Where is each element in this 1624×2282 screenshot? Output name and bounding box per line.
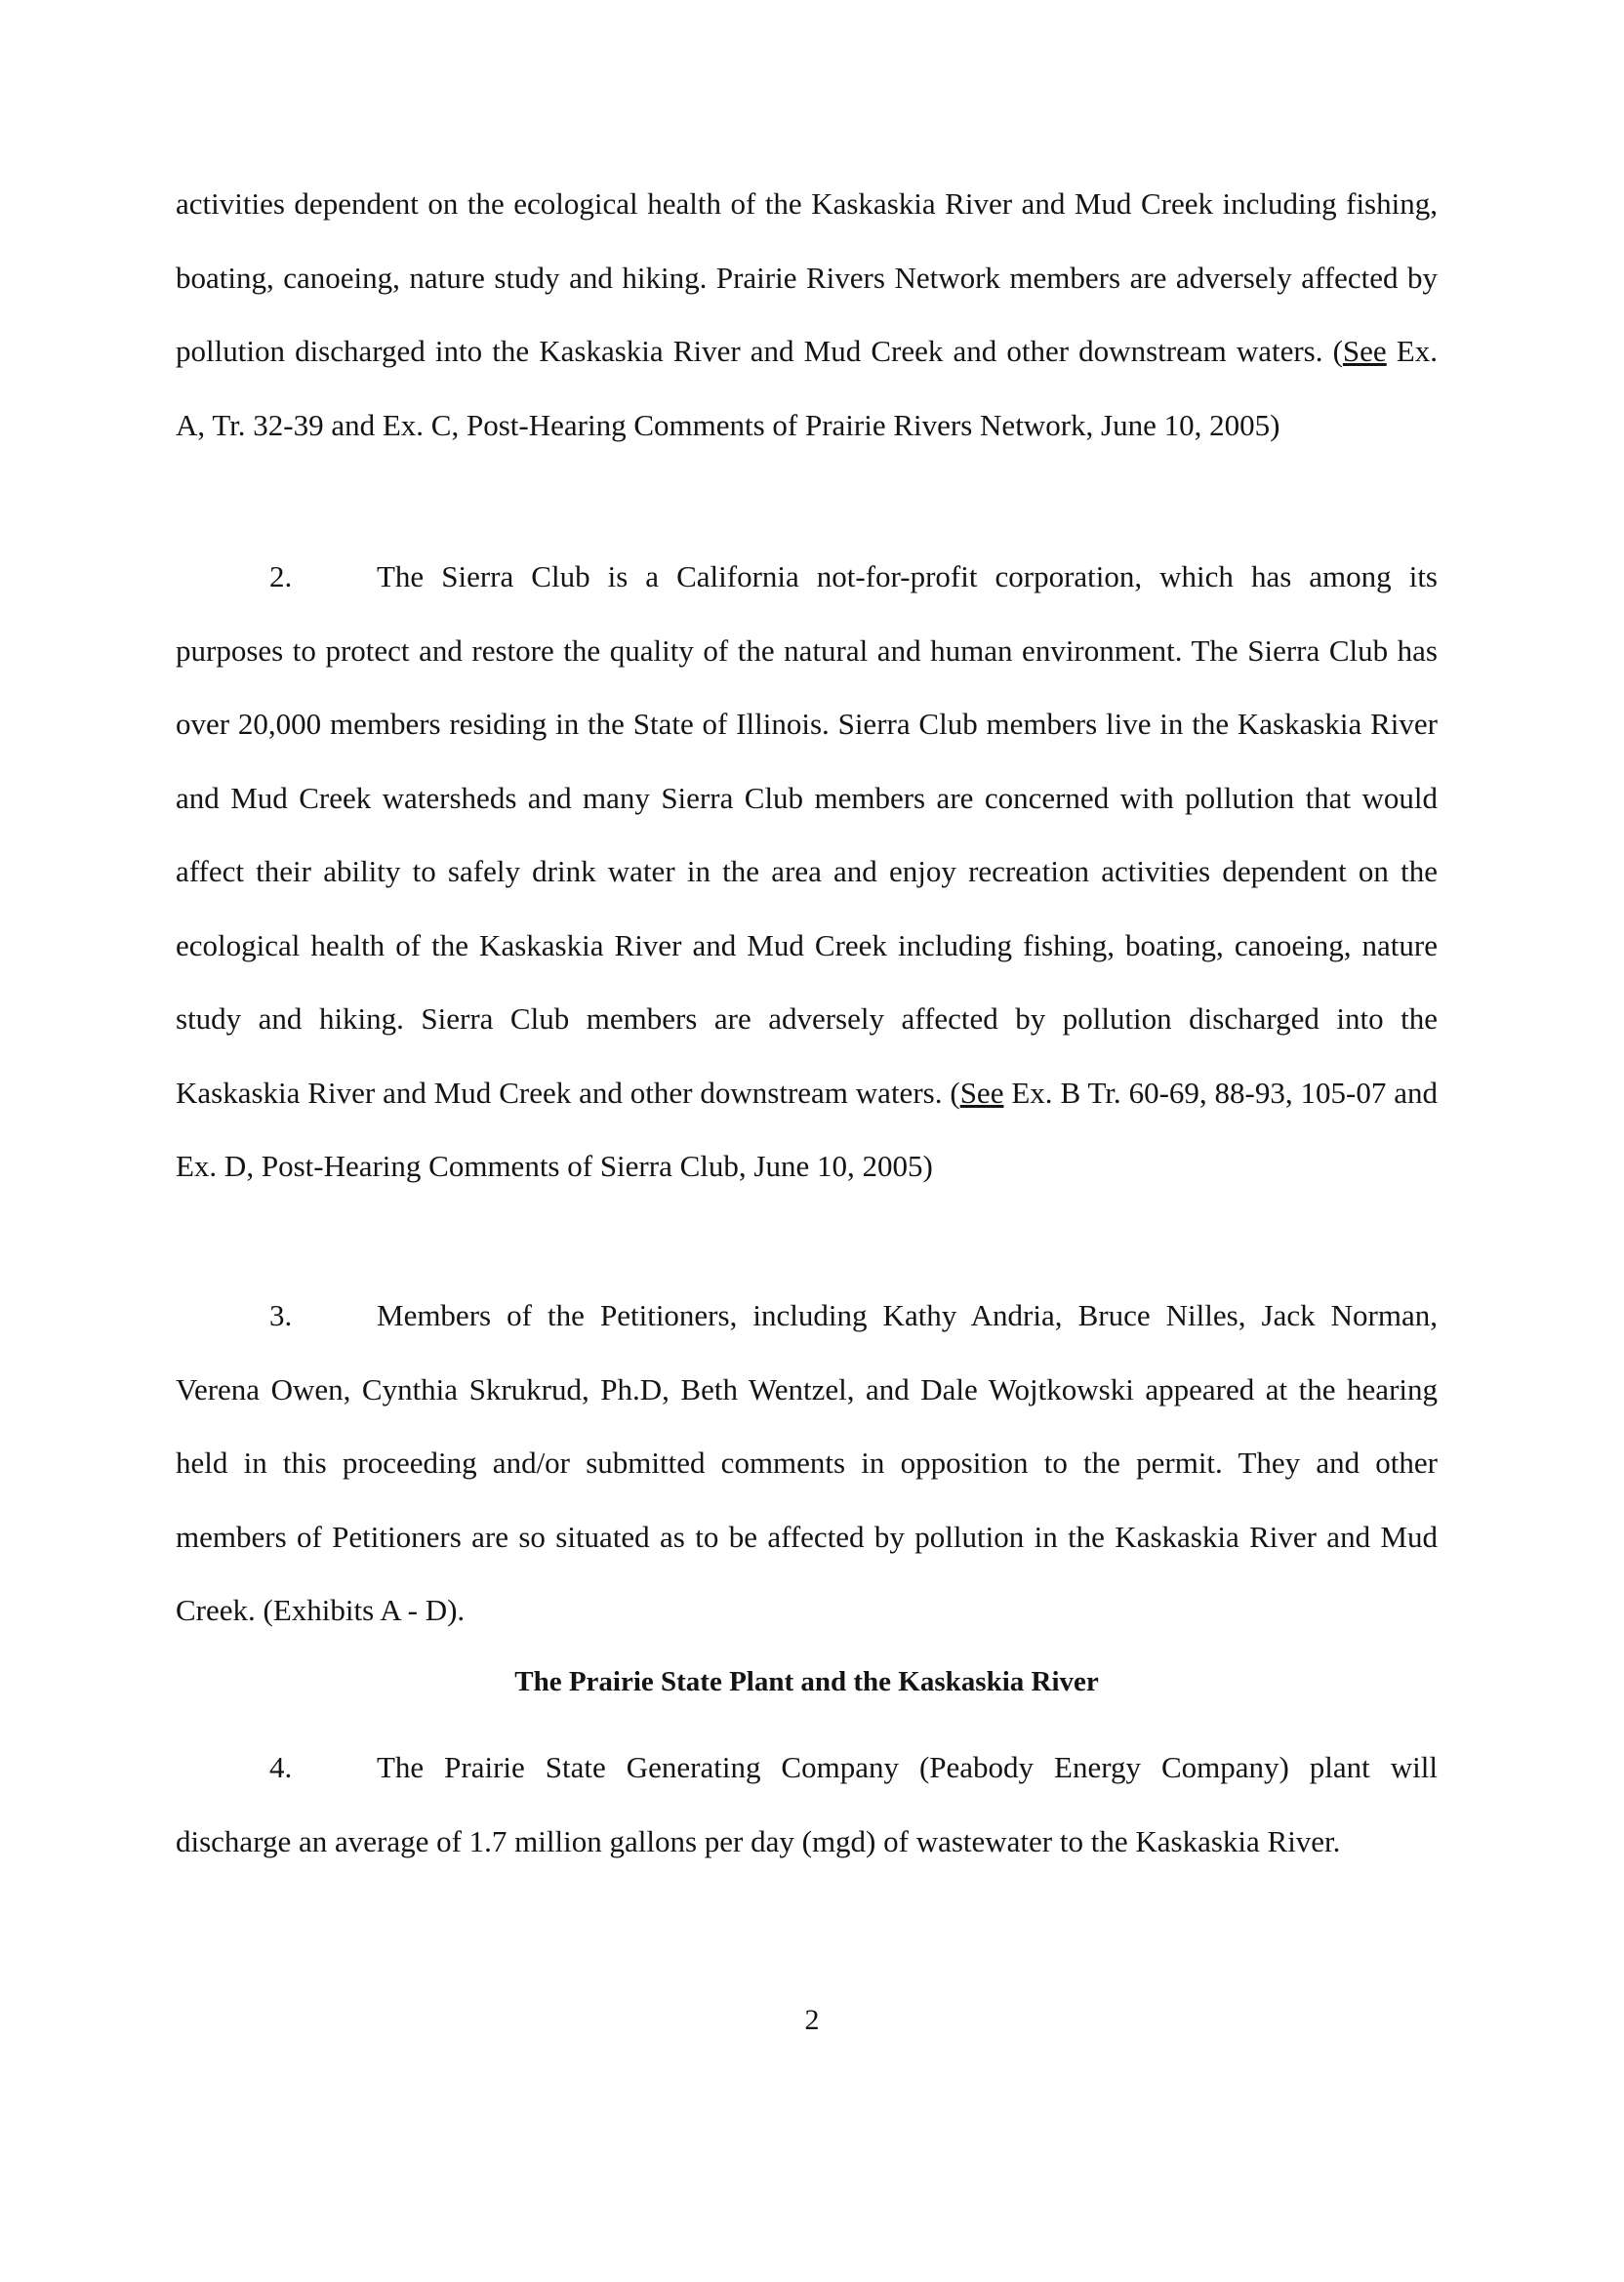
paragraph-4-text: The Prairie State Generating Company (Peabody Energy Company) plant will discharge an average of 1.7 million gallons per day (mgd) of wastewater to the Kaskaskia River. [176,1750,1438,1858]
see-signal: See [959,1075,1004,1110]
page-number: 2 [804,2004,820,2036]
continued-paragraph [176,167,1438,462]
paragraph-2 [176,540,1438,1203]
paragraph-2-number: 2. [269,559,293,593]
section-heading: The Prairie State Plant and the Kaskaskia River [514,1666,1099,1697]
continued-paragraph-text: activities dependent on the ecological health of the Kaskaskia River and Mud Creek including fishing, boating, canoeing, nature study and hiking. Prairie Rivers Network members are adversely affected by pollution discharged into the Kaskaskia River and Mud Creek and other downstream waters. ( [176,186,1438,368]
paragraph-3 [176,1279,1438,1648]
see-signal: See [1342,334,1387,368]
paragraph-4-number: 4. [269,1750,293,1784]
paragraph-3-text: Members of the Petitioners, including Kathy Andria, Bruce Nilles, Jack Norman, Verena Owen, Cynthia Skrukrud, Ph.D, Beth Wentzel, and Dale Wojtkowski appeared at the hearing held in this proceeding and/or submitted comments in opposition to the permit. They and other members of Petitioners are so situated as to be affected by pollution in the Kaskaskia River and Mud Creek. (Exhibits A - D). [176,1298,1438,1627]
paragraph-3-number: 3. [269,1298,293,1332]
paragraph-2-text: The Sierra Club is a California not-for-profit corporation, which has among its purposes to protect and restore the quality of the natural and human environment. The Sierra Club has over 20,000 members residing in the State of Illinois. Sierra Club members live in the Kaskaskia River and Mud Creek watersheds and many Sierra Club members are concerned with pollution that would affect their ability to safely drink water in the area and enjoy recreation activities dependent on the ecological health of the Kaskaskia River and Mud Creek including fishing, boating, canoeing, nature study and hiking. Sierra Club members are adversely affected by pollution discharged into the Kaskaskia River and Mud Creek and other downstream waters. ( [176,559,1438,1110]
continued-paragraph-citation: Ex. A, Tr. 32-39 and Ex. C, Post-Hearing Comments of Prairie Rivers Network, June 10, 2005) [176,334,1438,442]
paragraph-2-citation: Ex. B Tr. 60-69, 88-93, 105-07 and Ex. D, Post-Hearing Comments of Sierra Club, June 10, 2005) [176,1075,1438,1183]
paragraph-4 [176,1731,1438,1878]
